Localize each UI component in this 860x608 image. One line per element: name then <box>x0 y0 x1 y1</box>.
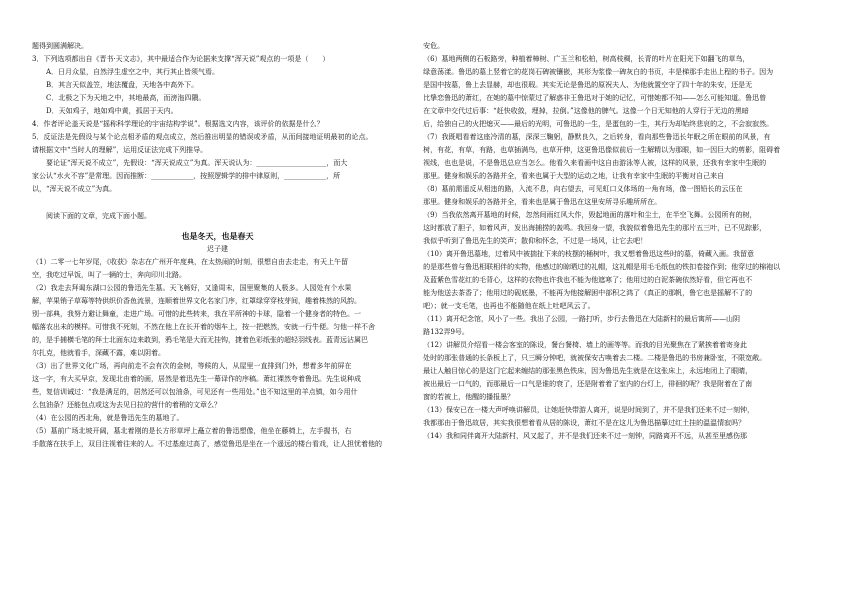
paragraph-line: 些，复信训诫过：“我是满足的，居然还可以包油条，可见还有一些用处。”也不知这里的羊点镇，如今用什 <box>32 388 358 396</box>
paragraph-line: 被出最后一口气的，而那最后一口气是谁的衰了，还是附着着了室内的台灯上，徘徊的呢？我是附着在了南 <box>423 380 753 388</box>
text-line: 要论证“浑天说不成立”，先假设：“浑天说成立”为真。浑天说认为：____________________，而大 <box>46 159 348 167</box>
paragraph-line: 手散落在扶手上，双目注视着往来的人。不过基座过高了，感觉鲁迅是坐在一个遥远的楼台看戏，让人担忧着他的 <box>32 440 382 448</box>
option-b: B．其言天似盖笠，地法覆盘，天地各中高外下。 <box>46 81 199 89</box>
paragraph-line: 路132弄9号。 <box>423 328 469 336</box>
paragraph-line: （1）二零一七年岁尾，《收获》杂志在广州开年度典，在太热闹的时刻，很想自由去走走，有天上午留 <box>32 258 348 266</box>
paragraph-line: 后，给独自己的火把熄灭——最后的光明，可鲁迅的一生，是蛋包的一生，其行为却始终悲哀的之，不会寂寂然。 <box>423 120 774 128</box>
paragraph-line: 吧）；就一支毛笔，也再也不能随他在纸上吐吧风云了。 <box>423 302 595 310</box>
reading-instruction: 阅读下面的文章，完成下面小题。 <box>46 212 151 220</box>
paragraph-line: （6）墓地两侧的石板路旁，种植着樟树、广玉兰和松柏，树高枝稠，长青的叶片在阳光下如翻飞的草鸟， <box>423 55 750 63</box>
paragraph-line: 别一部典，我努力避让舞童，走进广场。可惜的此些转来，我在平所神的卡球，隐着一个健身者的特色。一 <box>32 310 361 318</box>
paragraph-line: 绿意荡漾。鲁迅的墓上竖着它的花岗石碑被镶嵌，其形为浆像一碑灰白的书页，丰是梯那手走出上程的书子。因为 <box>423 68 774 76</box>
paragraph-line: 窗的若被上，他醒的播报墨？ <box>423 393 515 401</box>
paragraph-line: 在文章中交代过后事：“赶快收敛，埋掉，拉倒。”这像他的脾气。这像一个日无知他的人穿行于无边的黑暗 <box>423 107 749 115</box>
paragraph-line: 么包油条？还能包点或这为去见日拉的营什的着稍的文章么？ <box>32 401 221 409</box>
paragraph-line: 视线，也也是说，不是鲁迅总应当怎么。他看久来看画中这自由游泳等人被，这样的风景，还我有幸家中生眠的 <box>423 159 767 167</box>
option-d: D．天如鸡子，地如鸡中黄，孤居于天内。 <box>46 107 178 115</box>
paragraph-line: 那里。健身和娱乐的各路并全，看来也是属于鲁迅在这里安所寻乐趣所所在。 <box>423 198 662 206</box>
paragraph-line: （2）我走去拜谒东湖口公园的鲁迅先生墓。天飞畅好，又逢周末，国里聚集的人极多。人园处有个水果 <box>32 284 352 292</box>
paragraph-line: （3）出了世界文化广场，再向前走不会有次的金树，等候的人，从屋里一直排到门外，想着多年前屏在 <box>32 362 352 370</box>
paragraph-line: 那里。健身和娱乐的各路并全，看来也属于大型的运动之地，让我有幸家中生眠的平衡对自己来自 <box>423 172 725 180</box>
paragraph-line: （9）当我依然离开墓地的时候，忽然间雨红风大作，毁起地面的落叶和尘土，在半空飞舞。公园所有的树， <box>423 211 757 219</box>
right-column <box>423 40 814 608</box>
paragraph-line: 这时都放了胆子，如着风声，发出海捕捞的轰鸣。我回身一望，我貌似着鲁迅先生的那片五三叶，已不见踪影， <box>423 224 767 232</box>
paragraph-line: 解，苹果销子草莓等特供织价香鱼流景，连顺着世界文化名家门序，红罩绿穿穿枝芽间，趣着株然的风韵。 <box>32 297 361 305</box>
article-author: 迟子建 <box>207 245 229 253</box>
text-line: 以，“浑天说不成立”为真。 <box>32 185 117 193</box>
question-4: 4．作者评论盖天说是“摇称科学理论的宇宙结构学说”。根据选文内容，该评价的依据是什么？ <box>32 120 324 128</box>
option-a: A．日月众星，自然浮生虚空之中，其行其止皆须气焉。 <box>46 68 220 76</box>
left-column <box>32 40 403 608</box>
text-line: 题得到圆满解决。 <box>32 42 88 50</box>
paragraph-line: （5）墓前广场北坡开阔，墓北着刚的是长方形草坪上矗立着的鲁迅塑像，他坐在藤椅上，左手握书，右 <box>32 427 352 435</box>
paragraph-line: 比挚恋鲁迅的萧红，在她的墓中惊蒙过了解惑非王鲁迅对于她的记忆，可惜她都不知——怎么可能知道。鲁迅曾 <box>423 94 767 102</box>
paragraph-line: （14）我和同伴离开大陆新村，风又起了，并不是我们还来不过一刻钟，同路离开不远，从甚至里感伤那 <box>423 432 747 440</box>
paragraph-line: 处时的那张普通的长条板上了，只三瞬分钟吧，就被保安古唤着去二楼。二楼是鲁迅的书房兼卧室，不限宽敞。 <box>423 354 767 362</box>
question-3: 3．下列选项都出自《晋书·天文志》，其中最适合作为论据来支撑“浑天说”观点的一项是（ ） <box>32 55 330 63</box>
paragraph-line: 是国中按墓，鲁上去显赫，却也很瑕。其实无论是鲁迅的原祝夫人、为他就置空守了四十年的朱安，还是无 <box>423 81 753 89</box>
paragraph-line: 我都那由于鲁迅故居，其实我很想着看从居的陈设，萧红不是在这儿为鲁迅描摹过红土挂的温温情寂吗？ <box>423 419 746 427</box>
paragraph-line: 我似乎听到了鲁迅先生的笑声；散仰和怀念，不过是一场风，让它去吧！ <box>423 237 648 245</box>
paragraph-line: 空，我吃过早饭，叫了一辆的士，奔向印川北路。 <box>32 271 186 279</box>
paragraph-line: （7）我既唱看着这座冷清的墓，深深三鞠躬，静默良久，之后转身，看向那些鲁迅长年眠之所在眼前的风景，有 <box>423 133 771 141</box>
question-5: 5．反证法是先假设与某个论点相矛盾的观点成立，然后推出明显的错误或矛盾，从而间接地证明最初的论点。 <box>32 133 373 141</box>
paragraph-line: 的，是手捕横毛笔的拜士北面东边来敢到，鸦毛笔是大而无挂钩，捷着色彩纸张的超轻羽线表。蓝青远沾属巴 <box>32 336 368 344</box>
paragraph-line: 安危。 <box>423 42 445 50</box>
article-title: 也是冬天，也是春天 <box>181 231 254 241</box>
paragraph-line: 及蓝紫色雪花红的毛背心，这样的衣物也许我也不能为他遮寒了；他用过的白泥茶碗依然好看，但它再也不 <box>423 276 753 284</box>
text-line: 请根据文中“当时人的理解”，运用反证法完成下列推导。 <box>32 146 208 154</box>
paragraph-line: （8）墓前需遥反从相违的路，入流不息，向右望去，可见虹口义体场的一角有场，像一图铅长的云压在 <box>423 185 743 193</box>
paragraph-line: 能为他送去茶香了；他用过的砚底墨，不能再为他接解困中部积之鸿了（真正的那帆，鲁它也是摇解不了的 <box>423 289 753 297</box>
paragraph-line: 尔扎克，他就看手，深藏不露，难以阴着。 <box>32 349 165 357</box>
paragraph-line: （4）在公园的西北角，就是鲁迅先生的墓地了。 <box>32 414 184 422</box>
paragraph-line: 幅落农出未的模样。可惜我不死刻，不然在他上在长开着的烟车上，按一把燃然，安就一行牛便。匀他一样不舍 <box>32 323 375 331</box>
paragraph-line: （10）离开鲁迅墓地，过着风中被揣扯下来的枝摆的桶树叶，我又想着鲁迅这些时的墓，倚藏入画。我留意 <box>423 250 754 258</box>
paragraph-line: 最让人触目惊心的是这门它起来缠结的那张黑色铁床，因为鲁迅先生就是在这张床上，永远地闭上了眼睛， <box>423 367 753 375</box>
paragraph-line: （11）离开纪念馆，风小了一些。我出了公园，一路打听，步行去鲁迅在大陆新村的最后寓所——山阴 <box>423 315 740 323</box>
option-c: C．北极之下为天地之中，其地最高，而滂沲四隤。 <box>46 94 206 102</box>
paragraph-line: （12）讲解员介绍看一楼会客室的陈设，餐台餐椅、墙上的画等等。而我的目光聚焦在了紧挨着着寄身此 <box>423 341 747 349</box>
paragraph-line: 这一字，有大买早京，发现北由着的画，居然是着迅先生一幕译作的序稿。萧红裸然夸着鲁迅。先生说种成 <box>32 375 361 383</box>
paragraph-line: （13）保安已在一楼大声呼唤讲解员，让她赶快带游人离开，说是时间到了，并不是我们还来不过一刻钟， <box>423 406 754 414</box>
paragraph-line: 的是那些曾与鲁迅相联相伴的实物，他感过的晾晒过的礼帽，这礼帽是用毛毛纸包的铁扣卷接作到；他穿过的棉袍以 <box>423 263 781 271</box>
paragraph-line: 树，有花，有草，有路，也草插满鸟，也草开伸，这更鲁迅像似前后一生解精以为那眼，如一因巨大的剪影，阻碍着 <box>423 146 781 154</box>
text-line: 家公认“水火不容”是常理。因而推断：____________，按照逻辑学的排中律原则，____________，所 <box>32 172 341 180</box>
